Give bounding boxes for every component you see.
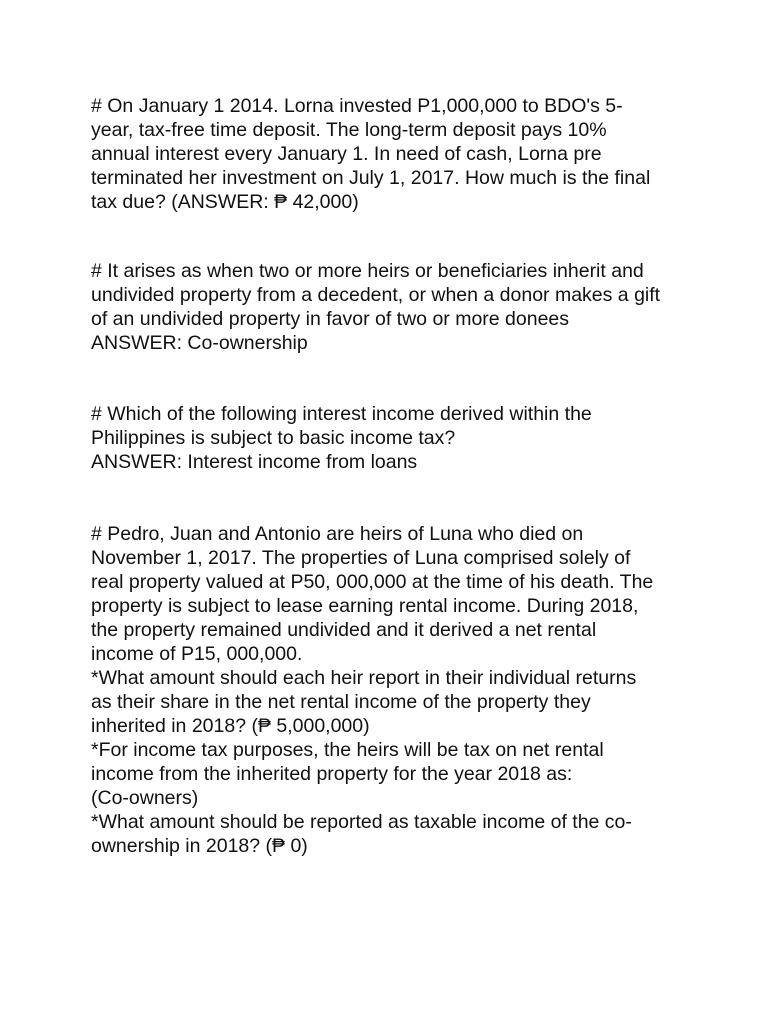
question-4 xyxy=(91,522,691,858)
text-line: of an undivided property in favor of two or more donees xyxy=(91,308,570,330)
text-line: real property valued at P50, 000,000 at the time of his death. The xyxy=(91,571,654,593)
text-line: terminated her investment on July 1, 2017. How much is the final xyxy=(91,167,651,189)
text-line: # Which of the following interest income derived within the xyxy=(91,403,592,425)
text-line: ANSWER: Co-ownership xyxy=(91,332,308,354)
text-line: as their share in the net rental income of the property they xyxy=(91,691,591,713)
text-line: *What amount should be reported as taxable income of the co- xyxy=(91,811,632,833)
text-line: Philippines is subject to basic income tax? xyxy=(91,427,456,449)
text-line: the property remained undivided and it derived a net rental xyxy=(91,619,597,641)
text-line: ownership in 2018? (₱ 0) xyxy=(91,835,308,857)
question-1 xyxy=(91,94,691,214)
text-line: ANSWER: Interest income from loans xyxy=(91,451,418,473)
text-line: undivided property from a decedent, or when a donor makes a gift xyxy=(91,284,661,306)
text-line: # On January 1 2014. Lorna invested P1,000,000 to BDO's 5- xyxy=(91,95,623,117)
text-line: *What amount should each heir report in their individual returns xyxy=(91,667,637,689)
text-line: # Pedro, Juan and Antonio are heirs of Luna who died on xyxy=(91,523,584,545)
text-line: income from the inherited property for the year 2018 as: xyxy=(91,763,573,785)
text-line: tax due? (ANSWER: ₱ 42,000) xyxy=(91,191,359,213)
text-line: property is subject to lease earning rental income. During 2018, xyxy=(91,595,639,617)
question-3 xyxy=(91,402,691,474)
text-line: income of P15, 000,000. xyxy=(91,643,303,665)
text-line: year, tax-free time deposit. The long-term deposit pays 10% xyxy=(91,119,607,141)
text-line: November 1, 2017. The properties of Luna comprised solely of xyxy=(91,547,631,569)
text-line: *For income tax purposes, the heirs will be tax on net rental xyxy=(91,739,604,761)
text-line: annual interest every January 1. In need of cash, Lorna pre xyxy=(91,143,602,165)
text-line: # It arises as when two or more heirs or beneficiaries inherit and xyxy=(91,260,644,282)
text-line: inherited in 2018? (₱ 5,000,000) xyxy=(91,715,370,737)
question-2 xyxy=(91,259,691,355)
text-line: (Co-owners) xyxy=(91,787,199,809)
